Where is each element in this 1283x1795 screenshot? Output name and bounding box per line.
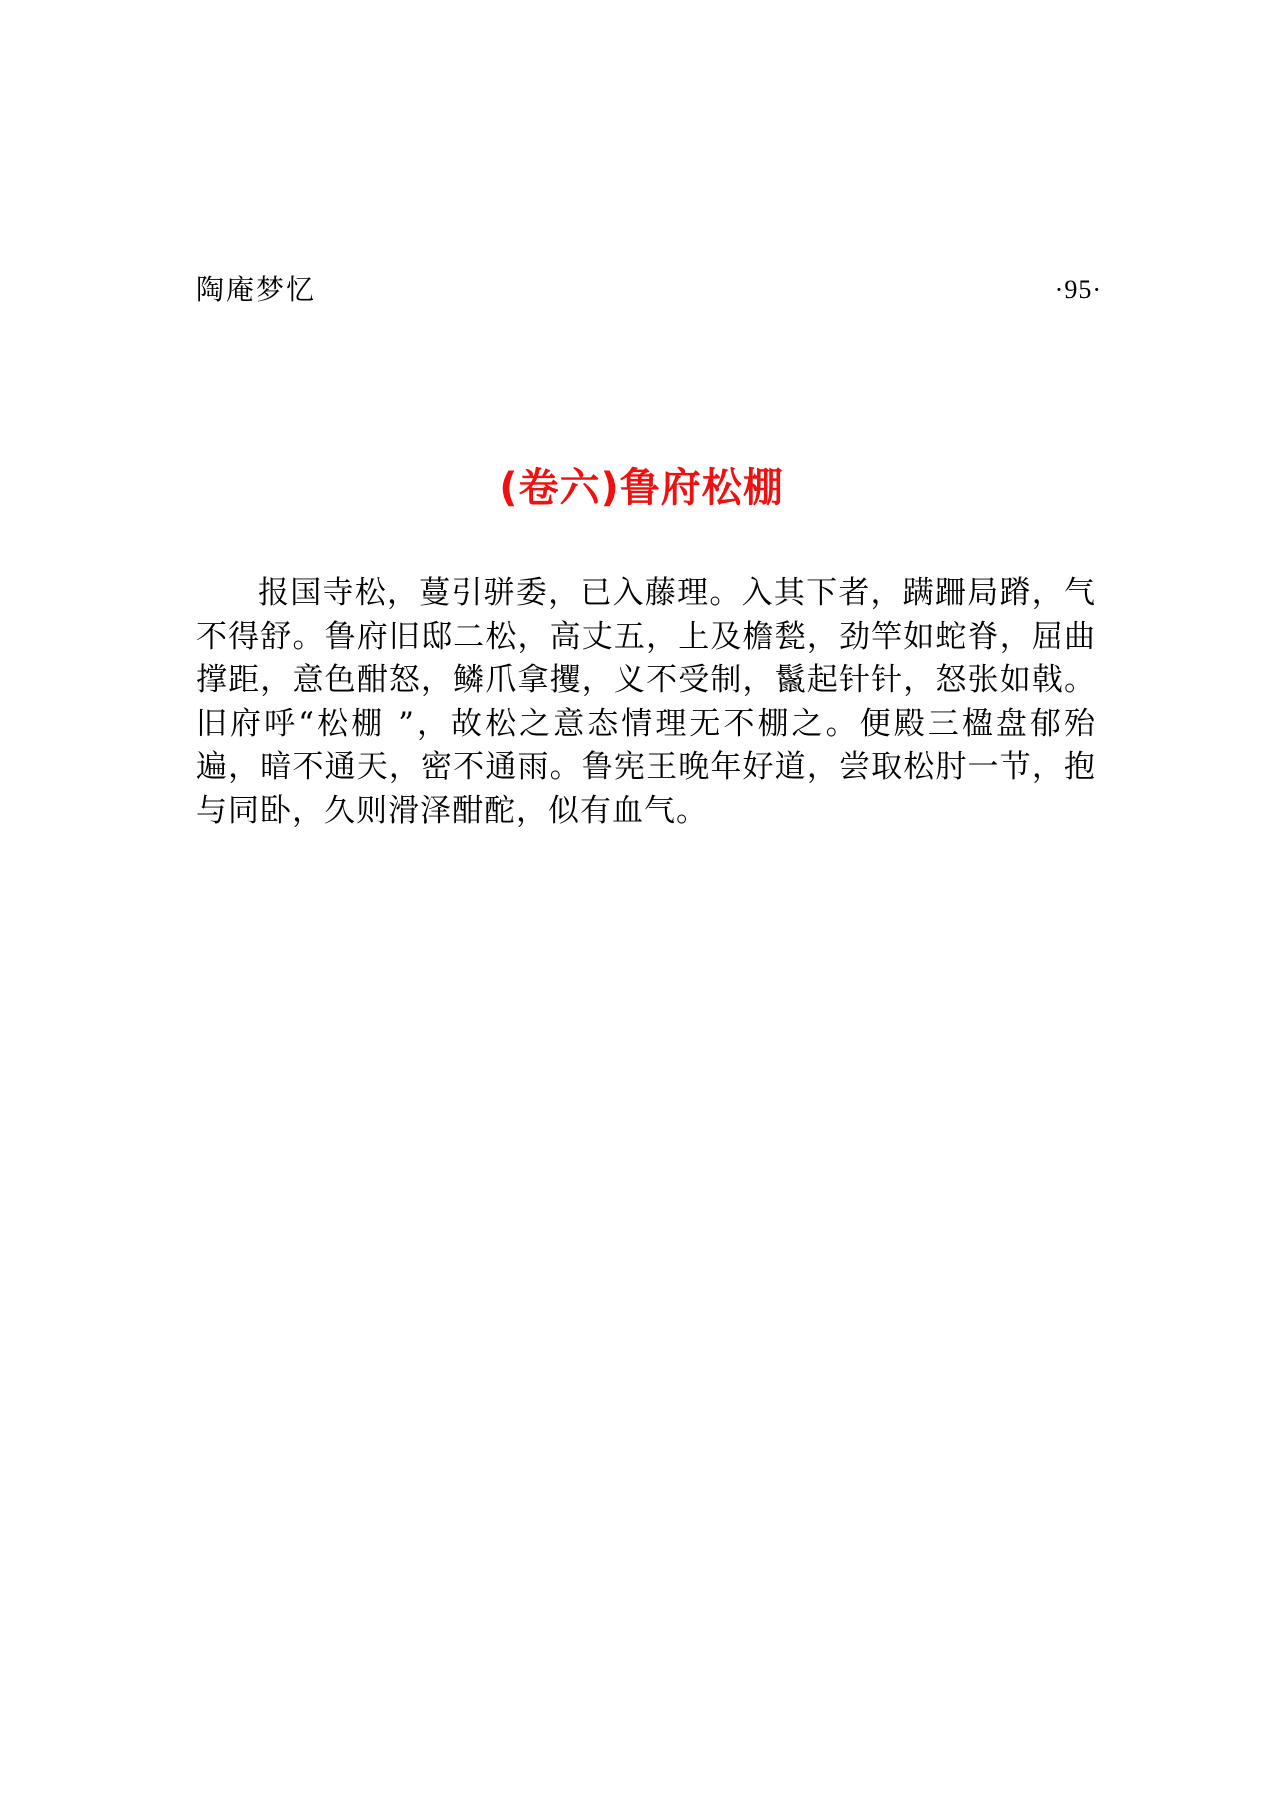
- page-number: ·95·: [1054, 275, 1102, 304]
- chapter-title: (卷六)鲁府松棚: [499, 465, 784, 511]
- body-paragraph: 报国寺松，蔓引骈委，已入藤理。入其下者，蹒跚局蹐，气不得舒。鲁府旧邸二松，高丈五，上及檐甃，劲竿如蛇脊，屈曲撑距，意色酣怒，鳞爪拿攫，义不受制，鬣起针针，怒张如戟。旧府呼“松棚 ”，故松之意态情理无不棚之。便殿三楹盘郁殆遍，暗不通天，密不通雨。鲁宪王晚年好道，尝取松肘一节，抱与同卧，久则滑泽酣酡，似有血气。: [196, 575, 1096, 829]
- running-header: [196, 270, 1102, 310]
- book-title: 陶庵梦忆: [196, 273, 317, 306]
